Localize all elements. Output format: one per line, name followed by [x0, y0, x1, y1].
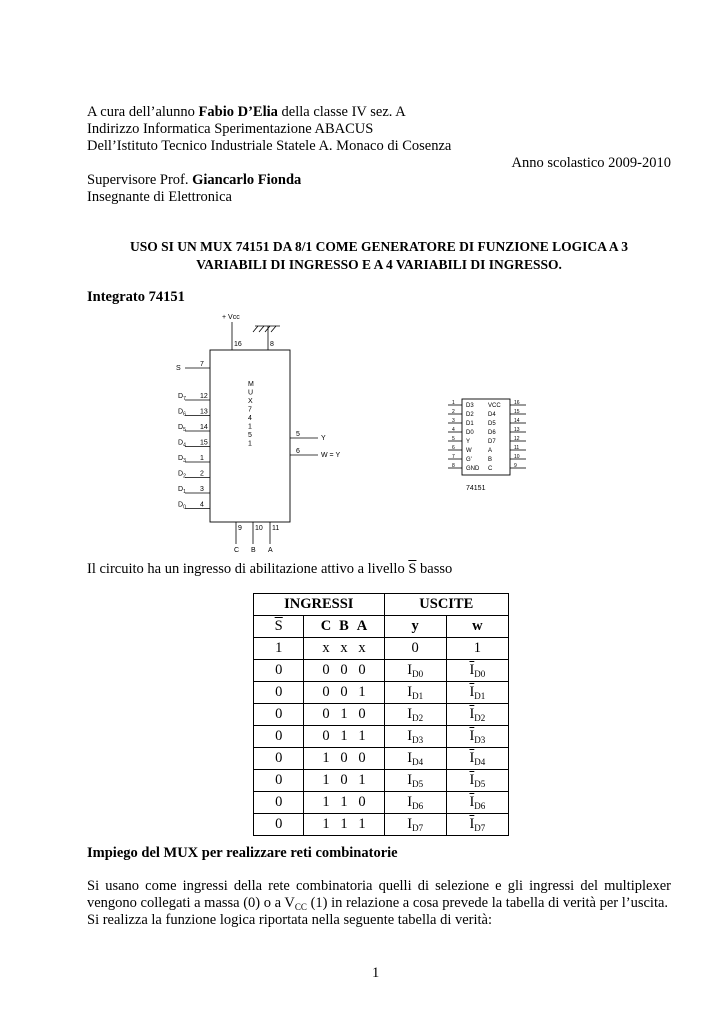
cell-b: 1: [340, 794, 348, 810]
input-pin-number: 14: [200, 424, 208, 431]
dip-left-pin-number: 8: [452, 463, 455, 469]
dip-left-pin-number: 7: [452, 454, 455, 460]
select-pin-label: B: [251, 547, 256, 554]
dip-left-pin-number: 6: [452, 445, 455, 451]
input-pin-label: $D_4$: [178, 439, 186, 449]
cell-y: [384, 682, 446, 704]
table-row: [254, 726, 509, 748]
cell-b: 1: [340, 728, 348, 744]
header-b: B: [339, 618, 349, 634]
cell-a: 0: [358, 750, 366, 766]
body-paragraph: [87, 878, 671, 913]
cell-a: 1: [358, 772, 366, 788]
input-pin-label: $D_6$: [178, 408, 186, 418]
page-number: 1: [372, 965, 380, 981]
cell-y: [384, 770, 446, 792]
input-pin-label: $D_2$: [178, 470, 186, 480]
cell-y-sub: D1: [412, 691, 424, 701]
cell-y-main: I: [407, 662, 413, 678]
cell-w: [446, 704, 508, 726]
cell-y-sub: D6: [412, 801, 424, 811]
dip-package-body: [462, 399, 510, 475]
dip-right-pin-number: 12: [514, 436, 520, 442]
table-row: [254, 792, 509, 814]
cell-w: [446, 638, 508, 660]
table-row: [254, 770, 509, 792]
table-row: [254, 814, 509, 836]
cell-c: 0: [322, 684, 330, 700]
select-pin-label: C: [234, 547, 240, 554]
cell-y-main: I: [407, 772, 413, 788]
dip-left-pin-name: D3: [466, 403, 474, 409]
cell-y-sub: D5: [412, 779, 424, 789]
cell-c: 1: [322, 816, 330, 832]
paragraph-last-line: Si realizza la funzione logica riportata nella seguente tabella di verità:: [87, 912, 493, 928]
cell-a: 0: [358, 706, 366, 722]
select-pin-number: 11: [272, 525, 280, 532]
paragraph-part2: (1) in relazione a cosa prevede la tabella di verità per l’uscita.: [306, 895, 669, 911]
enable-text-after: basso: [416, 561, 453, 577]
select-pin-number: 10: [255, 525, 263, 532]
chip-label-char: M: [248, 381, 254, 388]
cell-y-sub: D2: [412, 713, 424, 723]
mux-block-diagram: [170, 310, 370, 560]
cell-y-main: I: [407, 794, 413, 810]
table-header-row: [254, 616, 509, 638]
dip-right-pin-name: D5: [488, 421, 496, 427]
dip-left-pin-number: 3: [452, 418, 455, 424]
cell-a: 1: [358, 684, 366, 700]
input-pin-label: $D_3$: [178, 455, 186, 464]
cell-y-sub: D3: [412, 735, 424, 745]
cell-y: [384, 814, 446, 836]
cell-cba: [304, 660, 384, 682]
cell-w-sub: D4: [474, 757, 486, 767]
cell-y-main: I: [407, 750, 413, 766]
cell-cba: [304, 704, 384, 726]
pin-16-label: 16: [234, 341, 242, 348]
cell-y-main: 0: [411, 640, 419, 656]
document-title-line2: VARIABILI DI INGRESSO E A 4 VARIABILI DI INGRESSO.: [196, 257, 562, 272]
header-w: w: [446, 616, 508, 638]
cell-s: 0: [254, 726, 304, 748]
cell-w: [446, 726, 508, 748]
dip-left-pin-name: D0: [466, 430, 474, 436]
dip-right-pin-number: 13: [514, 427, 520, 433]
output-pin-label: W = Y: [321, 452, 341, 459]
vcc-subscript: CC: [294, 902, 307, 912]
header-a: A: [356, 618, 368, 634]
cell-y: [384, 638, 446, 660]
dip-left-pin-name: D2: [466, 412, 474, 418]
cell-w-main: $\overline{I}$: [469, 662, 475, 678]
enable-text-before: Il circuito ha un ingresso di abilitazione attivo a livello: [87, 561, 409, 577]
dip-caption: 74151: [466, 485, 486, 492]
section-heading-impiego: Impiego del MUX per realizzare reti combinatorie: [87, 845, 398, 861]
input-pin-number: 3: [200, 486, 204, 493]
cell-c: 0: [322, 728, 330, 744]
cell-cba: [304, 682, 384, 704]
cell-w-sub: D6: [474, 801, 486, 811]
cell-s: 1: [254, 638, 304, 660]
document-title-line1: USO SI UN MUX 74151 DA 8/1 COME GENERATORE DI FUNZIONE LOGICA A 3: [130, 239, 628, 254]
cell-b: 0: [340, 750, 348, 766]
dip-left-pin-number: 4: [452, 427, 455, 433]
cell-s: 0: [254, 770, 304, 792]
cell-s: 0: [254, 682, 304, 704]
dip-right-pin-name: B: [488, 457, 493, 463]
cell-s: 0: [254, 704, 304, 726]
table-row: [254, 748, 509, 770]
chip-label-char: U: [248, 389, 254, 397]
dip-left-pin-name: W: [466, 448, 472, 454]
cell-w-main: $\overline{I}$: [469, 684, 475, 700]
cell-y: [384, 704, 446, 726]
input-pin-number: 12: [200, 393, 208, 400]
supervisor-prefix: Supervisore Prof.: [87, 172, 193, 188]
cell-s: 0: [254, 660, 304, 682]
table-row: [254, 682, 509, 704]
dip-right-pin-name: D4: [488, 412, 496, 418]
header-y: y: [384, 616, 446, 638]
chip-label-char: 5: [248, 432, 252, 439]
section-heading-integrato: Integrato 74151: [87, 289, 185, 305]
cell-cba: [304, 814, 384, 836]
chip-label-char: X: [248, 398, 253, 405]
cell-y-sub: D4: [412, 757, 424, 767]
table-row: [254, 660, 509, 682]
cell-c: 1: [322, 772, 330, 788]
cell-y-sub: D0: [412, 669, 424, 679]
supervisor-line: [87, 172, 301, 189]
input-pin-number: 13: [200, 408, 208, 416]
dip-left-pin-number: 1: [452, 400, 455, 406]
input-pin-number: 15: [200, 439, 208, 447]
cell-cba: [304, 726, 384, 748]
output-pin-label: Y: [321, 435, 326, 442]
cell-cba: [304, 792, 384, 814]
cell-w-sub: D1: [474, 691, 486, 701]
cell-y: [384, 748, 446, 770]
chip-label-char: 7: [248, 406, 252, 414]
cell-b: 1: [340, 706, 348, 722]
cell-c: x: [322, 640, 330, 656]
cell-y-main: I: [407, 706, 413, 722]
dip-pinout-diagram: [446, 395, 536, 495]
cell-w: [446, 792, 508, 814]
dip-right-pin-number: 15: [514, 409, 520, 415]
cell-b: 0: [340, 662, 348, 678]
cell-b: 0: [340, 684, 348, 700]
cell-a: 1: [358, 728, 366, 744]
author-line: [87, 104, 406, 121]
chip-label-char: 4: [248, 415, 252, 422]
input-pin-label: $D_5$: [178, 424, 186, 433]
header-s: [254, 616, 304, 638]
dip-left-pin-name: G': [466, 457, 472, 463]
cell-cba: [304, 638, 384, 660]
paragraph-part1: Si usano come ingressi della rete combinatoria quelli di selezione e gli ingressi del multiplexer vengono collegati a massa (0) o a V: [87, 878, 671, 911]
pin-8-label: 8: [270, 341, 274, 348]
author-suffix: della classe IV sez. A: [277, 104, 406, 120]
cell-w-sub: D2: [474, 713, 486, 723]
cell-c: 0: [322, 706, 330, 722]
cell-w: [446, 682, 508, 704]
dip-right-pin-number: 11: [514, 445, 520, 451]
dip-right-pin-name: C: [488, 466, 493, 472]
input-pin-label: S: [176, 365, 181, 372]
dip-left-pin-name: GND: [466, 466, 480, 472]
cell-w-main: $\overline{I}$: [469, 772, 475, 788]
cell-w: [446, 770, 508, 792]
cell-a: 0: [358, 794, 366, 810]
select-pin-label: A: [268, 547, 273, 554]
input-pin-number: 4: [200, 501, 204, 509]
table-row: [254, 638, 509, 660]
dip-right-pin-name: D7: [488, 439, 496, 445]
dip-right-pin-name: VCC: [488, 403, 501, 409]
chip-label-char: 1: [248, 440, 252, 448]
dip-left-pin-number: 2: [452, 409, 455, 415]
input-pin-number: 1: [200, 455, 204, 462]
cell-y-main: I: [407, 728, 413, 744]
cell-w-main: $\overline{I}$: [469, 728, 475, 744]
cell-cba: [304, 770, 384, 792]
cell-a: 0: [358, 662, 366, 678]
input-pin-number: 2: [200, 470, 204, 478]
dip-right-pin-number: 9: [514, 463, 517, 469]
cell-s: 0: [254, 814, 304, 836]
table-row: [254, 704, 509, 726]
dip-right-pin-name: A: [488, 448, 493, 454]
input-pin-number: 7: [200, 361, 204, 368]
author-prefix: A cura dell’alunno: [87, 104, 199, 120]
supervisor-role: Insegnante di Elettronica: [87, 189, 232, 205]
input-pin-label: $D_0$: [178, 501, 186, 511]
header-cba: [304, 616, 384, 638]
cell-c: 1: [322, 794, 330, 810]
author-name: Fabio D’Elia: [198, 104, 278, 120]
group-header-inputs: INGRESSI: [254, 594, 385, 616]
cell-y-main: I: [407, 684, 413, 700]
cell-w-sub: D0: [474, 669, 486, 679]
dip-right-pin-number: 14: [514, 418, 520, 424]
cell-w-main: 1: [473, 640, 481, 656]
cell-w-main: $\overline{I}$: [469, 816, 475, 832]
truth-table: [253, 593, 509, 836]
dip-left-pin-number: 5: [452, 436, 455, 442]
dip-right-pin-number: 10: [514, 454, 520, 460]
cell-a: x: [358, 640, 366, 656]
cell-y-sub: D7: [412, 823, 424, 833]
output-pin-number: 6: [296, 448, 300, 455]
cell-y: [384, 660, 446, 682]
header-s-text: $\overline{S}$: [274, 618, 283, 634]
supervisor-name: Giancarlo Fionda: [192, 172, 302, 188]
table-group-header-row: [254, 594, 509, 616]
dip-right-pin-name: D6: [488, 430, 496, 436]
cell-b: x: [340, 640, 348, 656]
cell-w-main: $\overline{I}$: [469, 794, 475, 810]
cell-b: 0: [340, 772, 348, 788]
cell-w-sub: D7: [474, 823, 486, 833]
school-year: Anno scolastico 2009-2010: [511, 155, 671, 171]
dip-right-pin-number: 16: [514, 400, 520, 406]
cell-w: [446, 814, 508, 836]
dip-left-pin-name: D1: [466, 421, 474, 427]
cell-a: 1: [358, 816, 366, 832]
cell-c: 1: [322, 750, 330, 766]
cell-w-main: $\overline{I}$: [469, 750, 475, 766]
enable-signal: $\overline{S}$: [408, 561, 417, 577]
cell-y: [384, 792, 446, 814]
cell-y-main: I: [407, 816, 413, 832]
cell-w-sub: D3: [474, 735, 486, 745]
cell-w: [446, 748, 508, 770]
select-pin-number: 9: [238, 525, 242, 532]
school-track-line: Indirizzo Informatica Sperimentazione ABACUS: [87, 121, 374, 137]
cell-w-sub: D5: [474, 779, 486, 789]
cell-w-main: $\overline{I}$: [469, 706, 475, 722]
dip-left-pin-name: Y: [466, 439, 471, 445]
cell-y: [384, 726, 446, 748]
output-pin-number: 5: [296, 431, 300, 438]
input-pin-label: $D_1$: [178, 486, 186, 495]
header-c: C: [320, 618, 332, 634]
group-header-outputs: USCITE: [384, 594, 508, 616]
chip-label-char: 1: [248, 423, 252, 431]
enable-sentence: [87, 561, 452, 578]
vcc-label: + Vcc: [222, 314, 240, 321]
cell-w: [446, 660, 508, 682]
cell-cba: [304, 748, 384, 770]
cell-s: 0: [254, 792, 304, 814]
input-pin-label: $D_7$: [178, 393, 186, 402]
school-name-line: Dell’Istituto Tecnico Industriale Statele A. Monaco di Cosenza: [87, 138, 452, 154]
cell-b: 1: [340, 816, 348, 832]
cell-c: 0: [322, 662, 330, 678]
cell-s: 0: [254, 748, 304, 770]
